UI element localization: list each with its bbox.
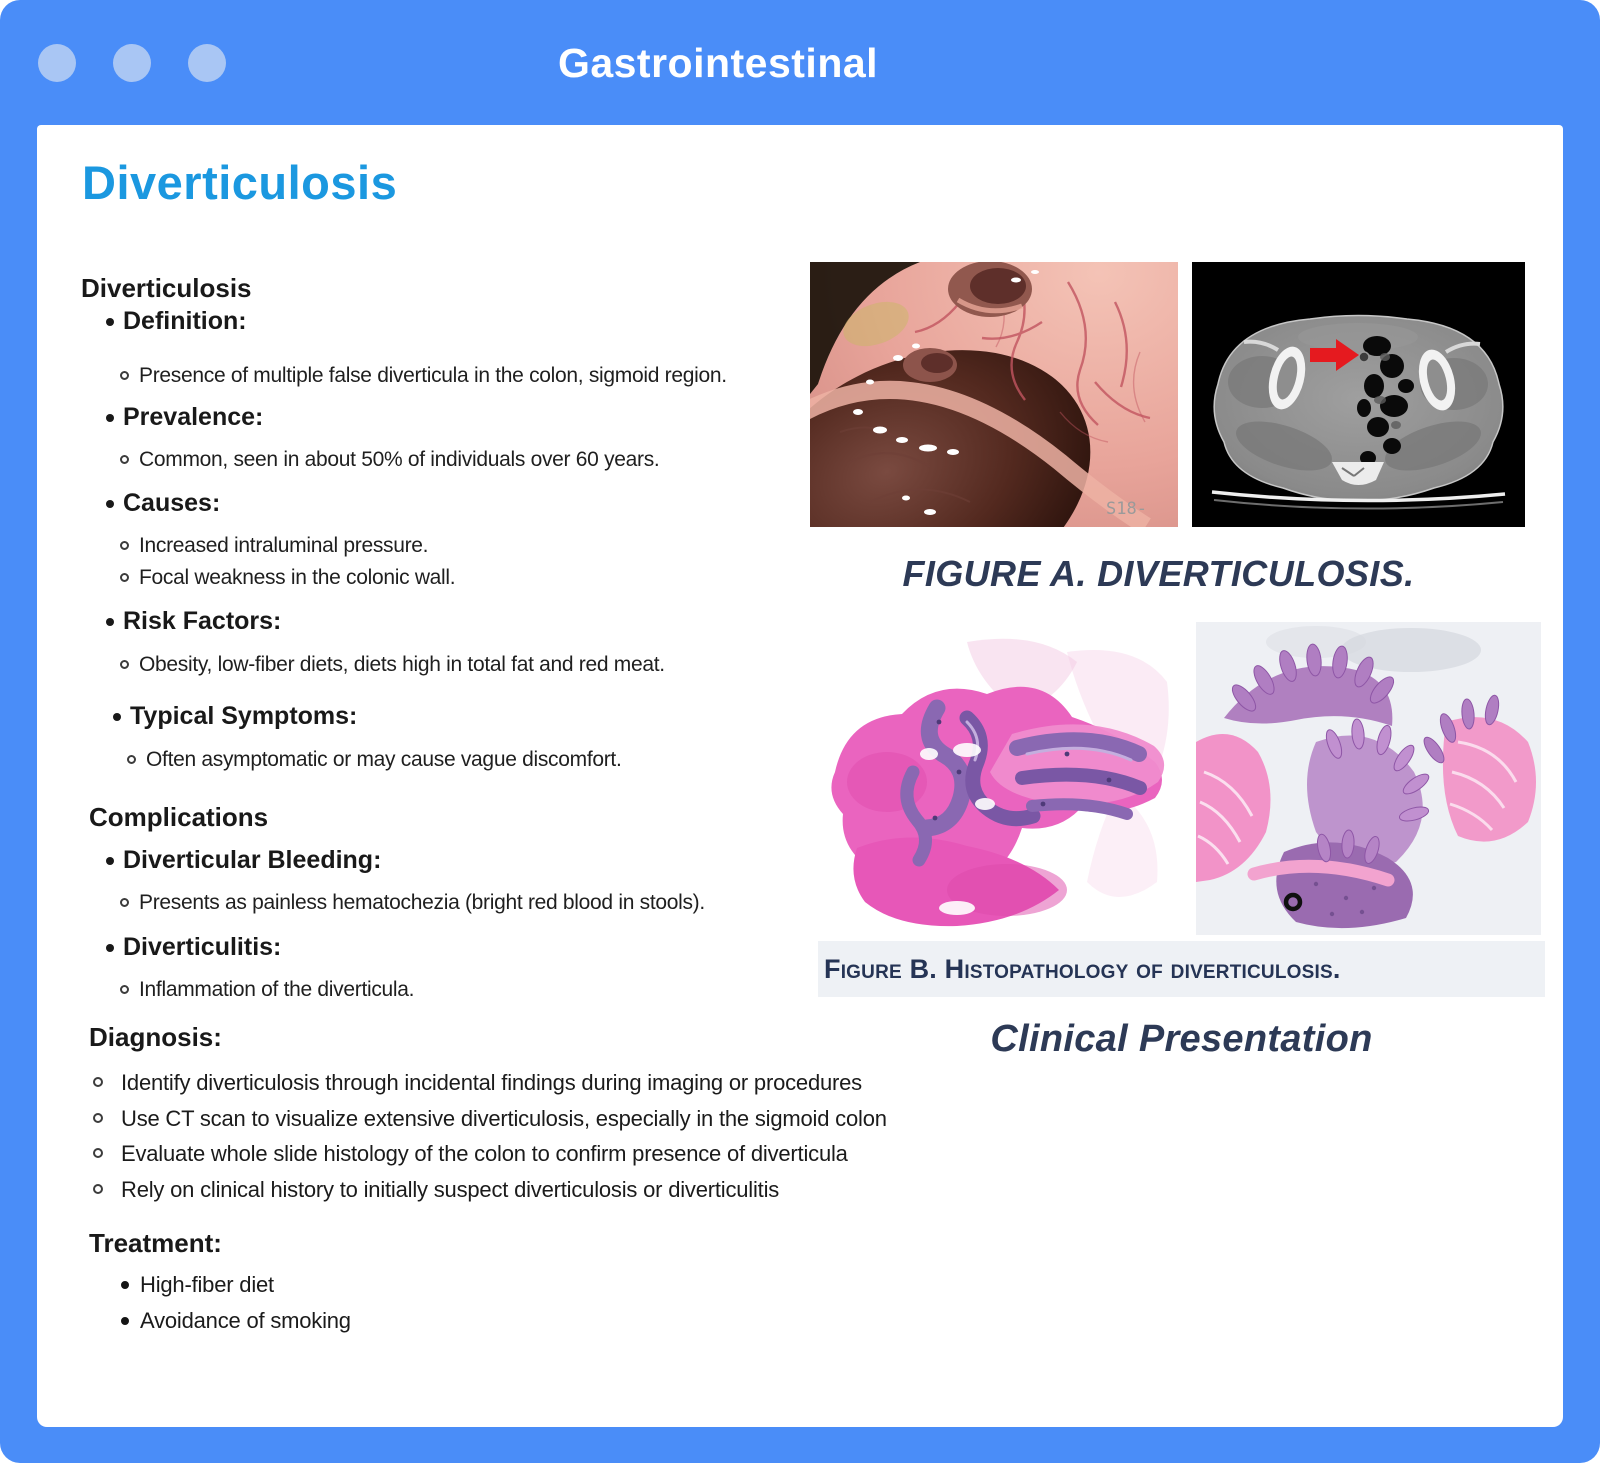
bullet-dot-icon: [106, 618, 114, 626]
diagnosis-item: [90, 1139, 1101, 1168]
diagnosis-text: Use CT scan to visualize extensive diverticulosis, especially in the sigmoid colon: [121, 1106, 887, 1131]
term-label: Diverticular Bleeding:: [123, 846, 382, 874]
section-heading-complications: Complications: [89, 802, 269, 832]
bullet-circle-icon: [120, 455, 129, 464]
bullet-circle-icon: [127, 755, 136, 764]
treatment-item: [90, 1306, 1101, 1335]
histology-image-right: [1196, 622, 1541, 935]
window-dot-icon[interactable]: [188, 44, 226, 82]
subitem-text: Inflammation of the diverticula.: [139, 978, 415, 1001]
subitem-text: Common, seen in about 50% of individuals over 60 years.: [139, 448, 660, 471]
bullet-circle-icon: [120, 985, 129, 994]
bullet-dot-icon: [106, 857, 114, 865]
term-label: Risk Factors:: [123, 607, 282, 635]
term-label: Typical Symptoms:: [130, 702, 358, 730]
bullet-circle-icon: [93, 1077, 103, 1087]
treatment-text: High-fiber diet: [140, 1272, 274, 1297]
figure-a-caption: FIGURE A. DIVERTICULOSIS.: [902, 553, 1415, 594]
subitem-text: Obesity, low-fiber diets, diets high in total fat and red meat.: [139, 653, 665, 676]
figure-a-images: [810, 262, 1525, 527]
bullet-circle-icon: [120, 541, 129, 550]
treatment-text: Avoidance of smoking: [140, 1308, 351, 1333]
content-panel: [37, 125, 1563, 1427]
section-heading-diverticulosis: Diverticulosis: [81, 273, 252, 303]
clinical-presentation-heading: Clinical Presentation: [990, 1018, 1373, 1060]
term-label: Prevalence:: [123, 403, 264, 431]
subitem-text: Often asymptomatic or may cause vague discomfort.: [146, 748, 622, 771]
term-label: Definition:: [123, 307, 247, 335]
section-heading-diagnosis: Diagnosis:: [89, 1022, 222, 1052]
bullet-dot-icon: [106, 944, 114, 952]
bullet-circle-icon: [93, 1148, 103, 1158]
treatment-item: [90, 1270, 1101, 1299]
diagnosis-item: [90, 1068, 1101, 1097]
endoscopy-image: [810, 262, 1178, 527]
window-title: Gastrointestinal: [557, 40, 879, 86]
term-label: Causes:: [123, 489, 221, 517]
bullet-dot-icon: [106, 414, 114, 422]
subitem-text: Focal weakness in the colonic wall.: [139, 566, 456, 589]
bullet-circle-icon: [93, 1184, 103, 1194]
figure-b-images: [817, 622, 1541, 935]
figure-b-caption-bar: [818, 941, 1545, 997]
bullet-dot-icon: [121, 1317, 129, 1325]
bullet-dot-icon: [121, 1281, 129, 1289]
bullet-dot-icon: [106, 500, 114, 508]
subitem-text: Presents as painless hematochezia (bright red blood in stools).: [139, 891, 705, 914]
diagnosis-text: Rely on clinical history to initially suspect diverticulosis or diverticulitis: [121, 1177, 780, 1202]
section-heading-treatment: Treatment:: [89, 1228, 222, 1258]
diagnosis-item: [90, 1175, 1101, 1204]
window-dot-icon[interactable]: [113, 44, 151, 82]
bullet-dot-icon: [113, 713, 121, 721]
window-controls: [38, 44, 226, 82]
window-dot-icon[interactable]: [38, 44, 76, 82]
histology-image-left: [817, 622, 1180, 935]
bullet-circle-icon: [120, 371, 129, 380]
diagnosis-text: Evaluate whole slide histology of the colon to confirm presence of diverticula: [121, 1141, 848, 1166]
bullet-circle-icon: [93, 1113, 103, 1123]
endoscopy-watermark: S18-: [1106, 499, 1147, 519]
term-label: Diverticulitis:: [123, 933, 282, 961]
figure-b-caption: Figure B. Histopathology of diverticulosis.: [824, 953, 1341, 984]
ct-scan-image: [1192, 262, 1525, 527]
bullet-circle-icon: [120, 660, 129, 669]
subitem-text: Increased intraluminal pressure.: [139, 534, 429, 557]
page-title: Diverticulosis: [82, 156, 398, 209]
bullet-circle-icon: [120, 898, 129, 907]
diagnosis-item: [90, 1104, 1101, 1133]
bullet-circle-icon: [120, 573, 129, 582]
bullet-dot-icon: [106, 318, 114, 326]
subitem-text: Presence of multiple false diverticula in the colon, sigmoid region.: [139, 364, 727, 387]
window-titlebar: [0, 0, 1600, 125]
diagnosis-text: Identify diverticulosis through incidental findings during imaging or procedures: [121, 1070, 862, 1095]
